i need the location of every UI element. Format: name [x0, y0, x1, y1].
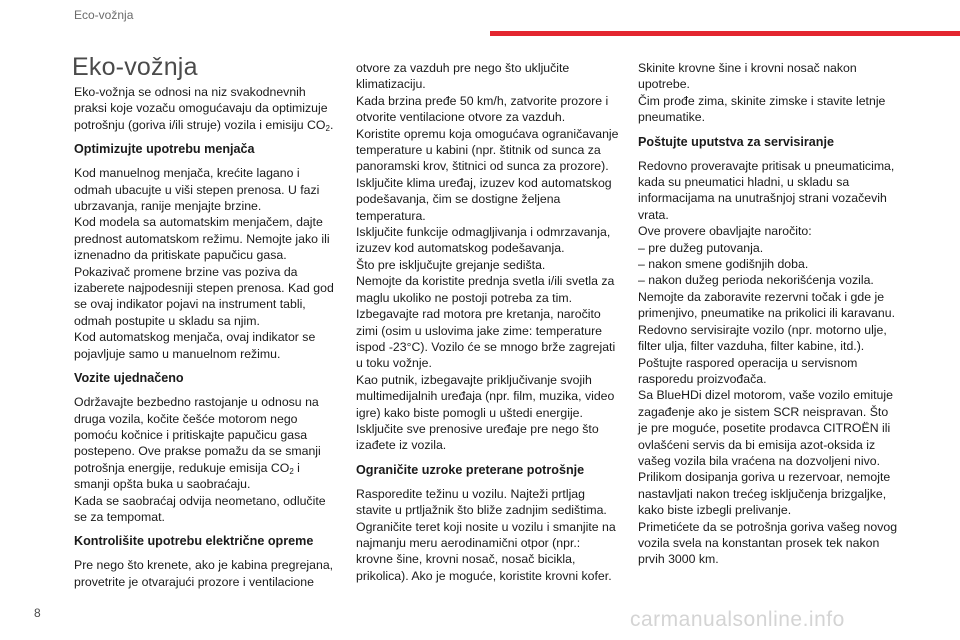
page-number: 8: [34, 606, 41, 620]
co2-subscript: 2: [289, 466, 294, 476]
heading-excess-consumption: Ograničite uzroke preterane potrošnje: [356, 462, 585, 477]
column-3: [638, 60, 900, 576]
section-label: Eco-vožnja: [74, 8, 134, 22]
watermark: carmanualsonline.info: [630, 608, 845, 631]
paragraph-electric-continued: otvore za vazduh pre nego što uključite klimatizaciju. Kada brzina pređe 50 km/h, zatvorite prozore i otvorite ventilacione otvore za vazduh. Koristite opremu koja omogućava ograničavanje temperature u kabini (npr. štitnik od sunca za panoramski krov, štitnici od sunca za prozore). Isključite klima uređaj, izuzev kod automatskog podešavanja, čim se dostigne željena temperatura. Isključite funkcije odmagljivanja i odmrzavanja, izuzev kod automatskog podešavanja. Što pre isključujte grejanje sedišta. Nemojte da koristite prednja svetla i/ili svetla za maglu ukoliko ne postoji potreba za tim. Izbegavajte rad motora pre kretanja, naročito zimi (osim u uslovima jake zime: temperature ispod -23°C). Vozilo će se mnogo brže zagrejati u toku vožnje. Kao putnik, izbegavajte priključivanje svojih multimedijalnih uređaja (npr. film, muzika, video igre) kako biste pomogli u uštedi energije. Isključite sve prenosive uređaje pre nego što izađete iz vozila.: [356, 61, 619, 453]
page-title: Eko-vožnja: [72, 53, 198, 81]
heading-gears: Optimizujte upotrebu menjača: [74, 142, 255, 157]
column-1: [74, 84, 336, 598]
heading-servicing: Poštujte uputstva za servisiranje: [638, 134, 834, 149]
smooth-text-a: Održavajte bezbedno rastojanje u odnosu na druga vozila, kočite češće motorom nego pomoću kočnice i pritiskajte papučicu gasa postepeno. Ove prakse pomažu da se smanji potrošnja energije, redukuje emisija CO: [74, 395, 321, 475]
paragraph-electric-equipment: Pre nego što krenete, ako je kabina pregrejana, provetrite je otvarajući prozore i ventilacione: [74, 558, 334, 589]
intro-paragraph: [74, 84, 336, 133]
section-accent-bar: [490, 31, 960, 36]
paragraph-excess-consumption: Rasporedite težinu u vozilu. Najteži prtljag stavite u prtljažnik što bliže zadnjim sedištima. Ograničite teret koji nosite u vozilu i smanjite na najmanju meru aerodinamični otpor (npr.: krovne šine, krovni nosač, nosač bicikla, prikolica). Ako je moguće, koristite krovni kofer.: [356, 486, 616, 583]
heading-smooth-driving: Vozite ujednačeno: [74, 371, 184, 386]
paragraph-consumption-continued: Skinite krovne šine i krovni nosač nakon upotrebe. Čim prođe zima, skinite zimske i stavite letnje pneumatike.: [638, 61, 886, 125]
paragraph-servicing: Redovno proveravajte pritisak u pneumaticima, kada su pneumatici hladni, u skladu sa informacijama na unutrašnjoj strani vozačevih vrata. Ove provere obavljajte naročito: – pre dužeg putovanja. – nakon smene godišnjih doba. – nakon dužeg perioda nekorišćenja vozila. Nemojte da zaboravite rezervni točak i gde je primenjivo, pneumatike na prikolici ili karavanu. Redovno servisirajte vozilo (npr. motorno ulje, filter ulja, filter vazduha, filter kabine, itd.). Poštujte raspored operacija u servisnom rasporedu proizvođača. Sa BlueHDi dizel motorom, vaše vozilo emituje zagađenje ako je sistem SCR neispravan. Što je pre moguće, posetite prodavca CITROËN ili ovlašćeni servis da bi emisija azot-oksida iz vašeg vozila bila vraćena na dozvoljeni nivo. Prilikom dosipanja goriva u rezervoar, nemojte nastavljati nakon trećeg isključenja brizgaljke, kako biste izbegli prelivanje. Primetićete da se potrošnja goriva vašeg novog vozila svela na konstantan prosek tek nakon prvih 3000 km.: [638, 158, 898, 567]
paragraph-smooth-driving: [74, 394, 336, 525]
column-2: [356, 60, 620, 592]
paragraph-gears: Kod manuelnog menjača, krećite lagano i odmah ubacujte u viši stepen prenosa. U fazi ubrzavanja, ranije menjajte brzine. Kod modela sa automatskim menjačem, dajte prednost automatskom režimu. Nemojte jako ili iznenadno da pritiskate papučicu gasa. Pokazivač promene brzine vas poziva da izaberete najpodesniji stepen prenosa. Kad god se ovaj indikator pojavi na instrument tabli, odmah postupite u skladu sa njim. Kod automatskog menjača, ovaj indikator se pojavljuje samo u manuelnom režimu.: [74, 166, 334, 361]
heading-electric-equipment: Kontrolišite upotrebu električne opreme: [74, 534, 314, 549]
co2-subscript: 2: [325, 123, 330, 133]
smooth-text-b: i smanji opšta buka u saobraćaju. Kada se saobraćaj odvija neometano, odlučite se za tempomat.: [74, 460, 326, 524]
intro-text: Eko-vožnja se odnosi na niz svakodnevnih praksi koje vozaču omogućavaju da optimizuje potrošnju (goriva i/ili struje) vozila i emisiju CO: [74, 85, 328, 132]
intro-end: .: [329, 117, 334, 132]
